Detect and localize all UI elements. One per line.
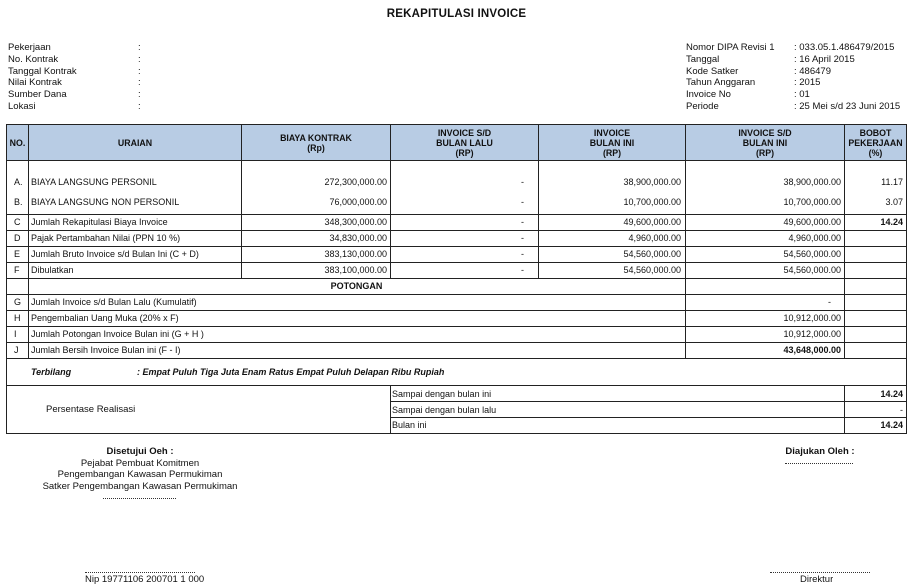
signature-line [770, 572, 870, 573]
potongan-heading: POTONGAN [330, 281, 383, 291]
col-divider [538, 160, 539, 278]
header-no: NO. [6, 124, 29, 161]
info-row: Lokasi : [8, 100, 141, 112]
submitter-title: Diajukan Oleh : [785, 446, 855, 457]
terbilang-label: Terbilang [31, 367, 72, 377]
header-invoice-ini: INVOICE BULAN INI (RP) [538, 124, 686, 161]
dipa-info [686, 42, 900, 113]
col-divider [28, 160, 29, 359]
header-uraian: URAIAN [28, 124, 242, 161]
row-divider [6, 214, 907, 215]
info-row: Tahun Anggaran : 2015 [686, 77, 821, 89]
row-divider [390, 401, 907, 402]
header-invoice-lalu: INVOICE S/D BULAN LALU (RP) [390, 124, 539, 161]
info-row: Tanggal : 16 April 2015 [686, 53, 855, 65]
row-divider [6, 342, 907, 343]
col-divider [844, 160, 845, 359]
col-divider [685, 160, 686, 359]
info-row: Tanggal Kontrak : [8, 65, 141, 77]
project-info [8, 42, 141, 113]
col-divider [241, 160, 242, 278]
info-row: Sumber Dana : [8, 89, 141, 101]
info-row: Invoice No : 01 [686, 89, 810, 101]
info-row: Nomor DIPA Revisi 1 : 033.05.1.486479/2015 [686, 42, 895, 53]
approver-nip: Nip 19771106 200701 1 000 [85, 574, 205, 585]
row-divider [6, 262, 907, 263]
row-divider [6, 310, 907, 311]
approval-line: Satker Pengembangan Kawasan Permukiman [42, 480, 238, 492]
invoice-sheet: REKAPITULASI INVOICE Pekerjaan : No. Kontrak : Tanggal Kontrak : Nilai Kontrak : Sumber Dana : Lokasi : Nomor DIPA Revisi 1 : 033.05.1.486479/2015 Tanggal : 16 April 2015 Kode Satker : 486479 Tahun Anggaran : 2015 Invoice No : 01 Periode : 25 Mei s/d 23 Juni 2015 NO. URAIAN BIAYA KONTRAK (Rp) INVOICE S/D BULAN LALU (RP) INVOICE BULAN INI (RP) INVOICE S/D BULAN INI (RP) BOBOT PEKERJAAN (%) A. BIAYA LANGSUNG PERSONIL 272,300,000.00 - 38,900,000.00 38,900,000.00 11.17 B. BIAYA LANGSUNG NON PERSONIL 76,000,000.00 - 10,700,000.00 10,700,000.00 3.07 C Jumlah Rekapitulasi Biaya Invoice 348,300,000.00 - 49,600,000.00 49,600,000.00 14.24 D Pajak Pertambahan Nilai (PPN 10 %) 34,830,000.00 - 4,960,000.00 4,960,000.00 E Jumlah Bruto Invoice s/d Bulan Ini (C + D) 383,130,000.00 - 54,560,000.00 54,560,000.00 F Dibulatkan 383,100,000.00 - 54,560,000.00 54,560,000.00 POTONGAN G Jumlah Invoice s/d Bulan Lalu (Kumulatif) - H Pengembalian Uang Muka (20% x F) 10,912,000.00 I Jumlah Potongan Invoice Bulan ini (G + H ) 10,912,000.00 J Jumlah Bersih Invoice Bulan ini (F - I) 43,648,000.00 Terbilang : Empat Puluh Tiga Juta Enam Ratus Empat Puluh Delapan Ribu Rupiah Persentase Realisasi Sampai dengan bulan ini 14.24 Sampai dengan bulan lalu - Bulan ini 14.24 Disetujui Oeh : Pejabat Pembuat Komitmen Pengembangan Kawasan Permukiman Satker Pengembangan Kawasan Permukiman Diajukan Oleh : Nip 19771106 200701 1 000 Direktur [0, 0, 913, 579]
table-border-bottom [6, 433, 907, 434]
submitter-role: Direktur [800, 574, 834, 585]
info-row: Nilai Kontrak : [8, 77, 141, 89]
row-divider [6, 385, 907, 386]
col-divider [844, 385, 845, 434]
header-biaya: BIAYA KONTRAK (Rp) [241, 124, 391, 161]
row-divider [6, 278, 907, 279]
persentase-label: Persentase Realisasi [46, 404, 136, 415]
col-divider [390, 160, 391, 278]
table-border-right [906, 160, 907, 434]
info-row: Pekerjaan : [8, 42, 141, 53]
row-divider [390, 417, 907, 418]
row-divider [6, 230, 907, 231]
col-divider [390, 385, 391, 434]
info-row: Kode Satker : 486479 [686, 65, 831, 77]
signature-line [85, 572, 195, 573]
approval-line: Pengembangan Kawasan Permukiman [57, 469, 223, 480]
approval-line: Pejabat Pembuat Komitmen [80, 457, 200, 469]
row-divider [6, 326, 907, 327]
row-divider [6, 294, 907, 295]
approval-block [40, 446, 240, 492]
approval-title: Disetujui Oeh : [106, 446, 174, 457]
header-invoice-sd: INVOICE S/D BULAN INI (RP) [685, 124, 845, 161]
row-divider [6, 246, 907, 247]
signature-line [103, 498, 176, 499]
info-row: No. Kontrak : [8, 53, 141, 65]
header-bobot: BOBOT PEKERJAAN (%) [844, 124, 907, 161]
signature-line [785, 463, 853, 464]
info-row: Periode : 25 Mei s/d 23 Juni 2015 [686, 100, 901, 112]
table-border-left [6, 160, 7, 434]
document-title: REKAPITULASI INVOICE [386, 8, 527, 20]
terbilang-value: : Empat Puluh Tiga Juta Enam Ratus Empat Puluh Delapan Ribu Rupiah [137, 367, 445, 377]
row-divider [6, 358, 907, 359]
